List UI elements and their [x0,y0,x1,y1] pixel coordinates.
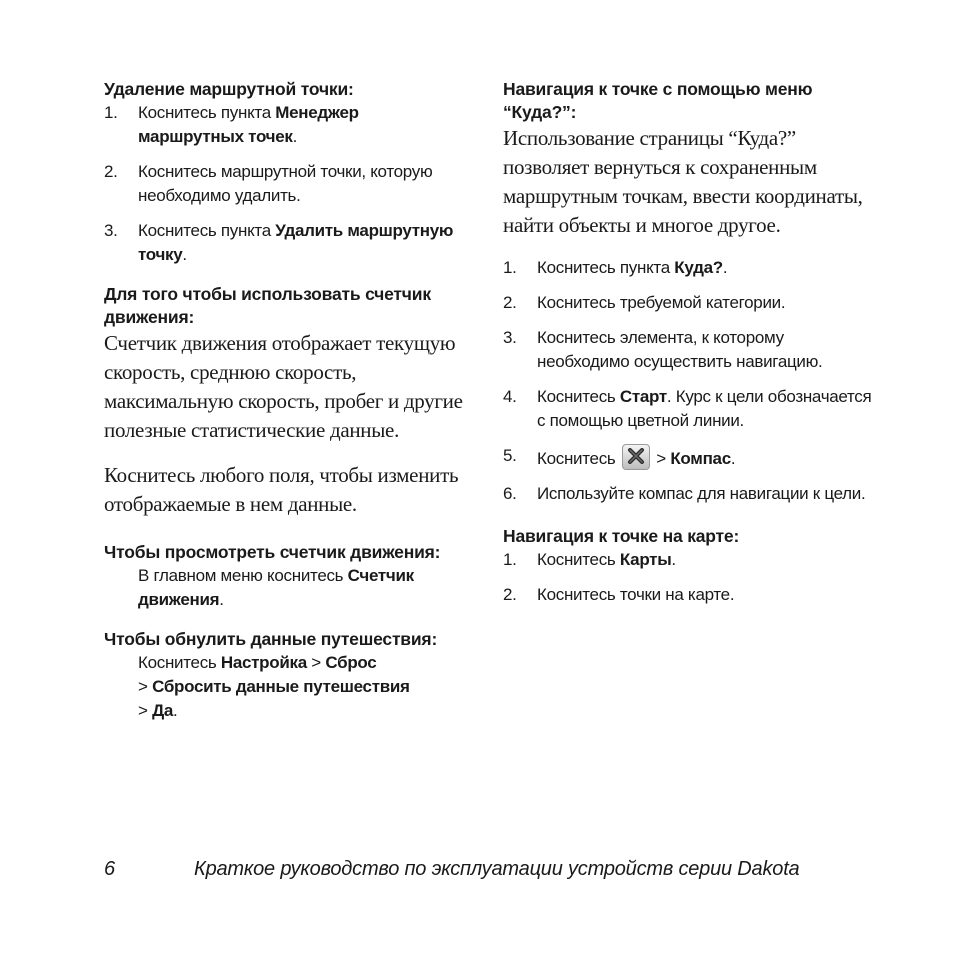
step-text: Коснитесь точки на карте. [537,585,735,604]
list-item [503,291,873,315]
step-text: Коснитесь Старт. Курс к цели обозначается с помощью цветной линии. [537,387,872,430]
step-text: Коснитесь элемента, к которому необходимо осуществить навигацию. [537,328,823,371]
section-heading-reset-trip: Чтобы обнулить данные путешествия: [104,629,438,649]
left-column [104,78,464,723]
step-number: 3. [503,328,517,347]
list-item [503,385,873,433]
step-number: 1. [503,258,517,277]
step-text: Коснитесь маршрутной точки, которую необходимо удалить. [138,162,433,205]
step-text: Коснитесь Карты. [537,550,676,569]
step-text: Коснитесь пункта Менеджер маршрутных точек. [138,103,359,146]
step-text: Используйте компас для навигации к цели. [537,484,866,503]
step-number: 3. [104,221,118,240]
instruction-text: Коснитесь Настройка > Сброс > Сбросить данные путешествия > Да. [138,653,410,720]
list-item [104,160,464,208]
list-item [503,482,873,506]
list-item [104,101,464,149]
step-number: 2. [104,162,118,181]
step-number: 4. [503,387,517,406]
step-number: 5. [503,446,517,465]
step-text: Коснитесь требуемой категории. [537,293,786,312]
list-item [104,219,464,267]
step-number: 2. [503,293,517,312]
page-number: 6 [104,858,115,880]
paragraph: Использование страницы “Куда?” позволяет вернуться к сохраненным маршрутным точкам, ввести координаты, найти объекты и многое другое. [503,126,863,237]
step-text: Коснитесь пункта Куда?. [537,258,728,277]
step-number: 1. [503,550,517,569]
step-number: 1. [104,103,118,122]
list-item [503,326,873,374]
paragraph: Коснитесь любого поля, чтобы изменить отображаемые в нем данные. [104,463,459,516]
footer-title: Краткое руководство по эксплуатации устройств серии Dakota [194,858,800,880]
list-item [503,583,873,607]
step-number: 6. [503,484,517,503]
section-heading-delete-waypoint: Удаление маршрутной точки: [104,79,354,99]
list-item [503,444,873,471]
step-number: 2. [503,585,517,604]
step-text: Коснитесь пункта Удалить маршрутную точку. [138,221,454,264]
instruction-text: В главном меню коснитесь Счетчик движения. [138,566,414,609]
list-item [503,548,873,572]
list-item [503,256,873,280]
step-text: Коснитесь > Компас. [537,444,873,471]
paragraph: Счетчик движения отображает текущую скорость, среднюю скорость, максимальную скорость, пробег и другие полезные статистические данные. [104,331,463,442]
section-heading-whereto: Навигация к точке с помощью меню “Куда?”: [503,79,813,122]
right-column [503,78,873,607]
tools-cross-icon [622,444,650,470]
section-heading-view-trip-computer: Чтобы просмотреть счетчик движения: [104,542,441,562]
section-heading-trip-computer: Для того чтобы использовать счетчик движения: [104,284,431,327]
section-heading-navigate-map: Навигация к точке на карте: [503,526,740,546]
